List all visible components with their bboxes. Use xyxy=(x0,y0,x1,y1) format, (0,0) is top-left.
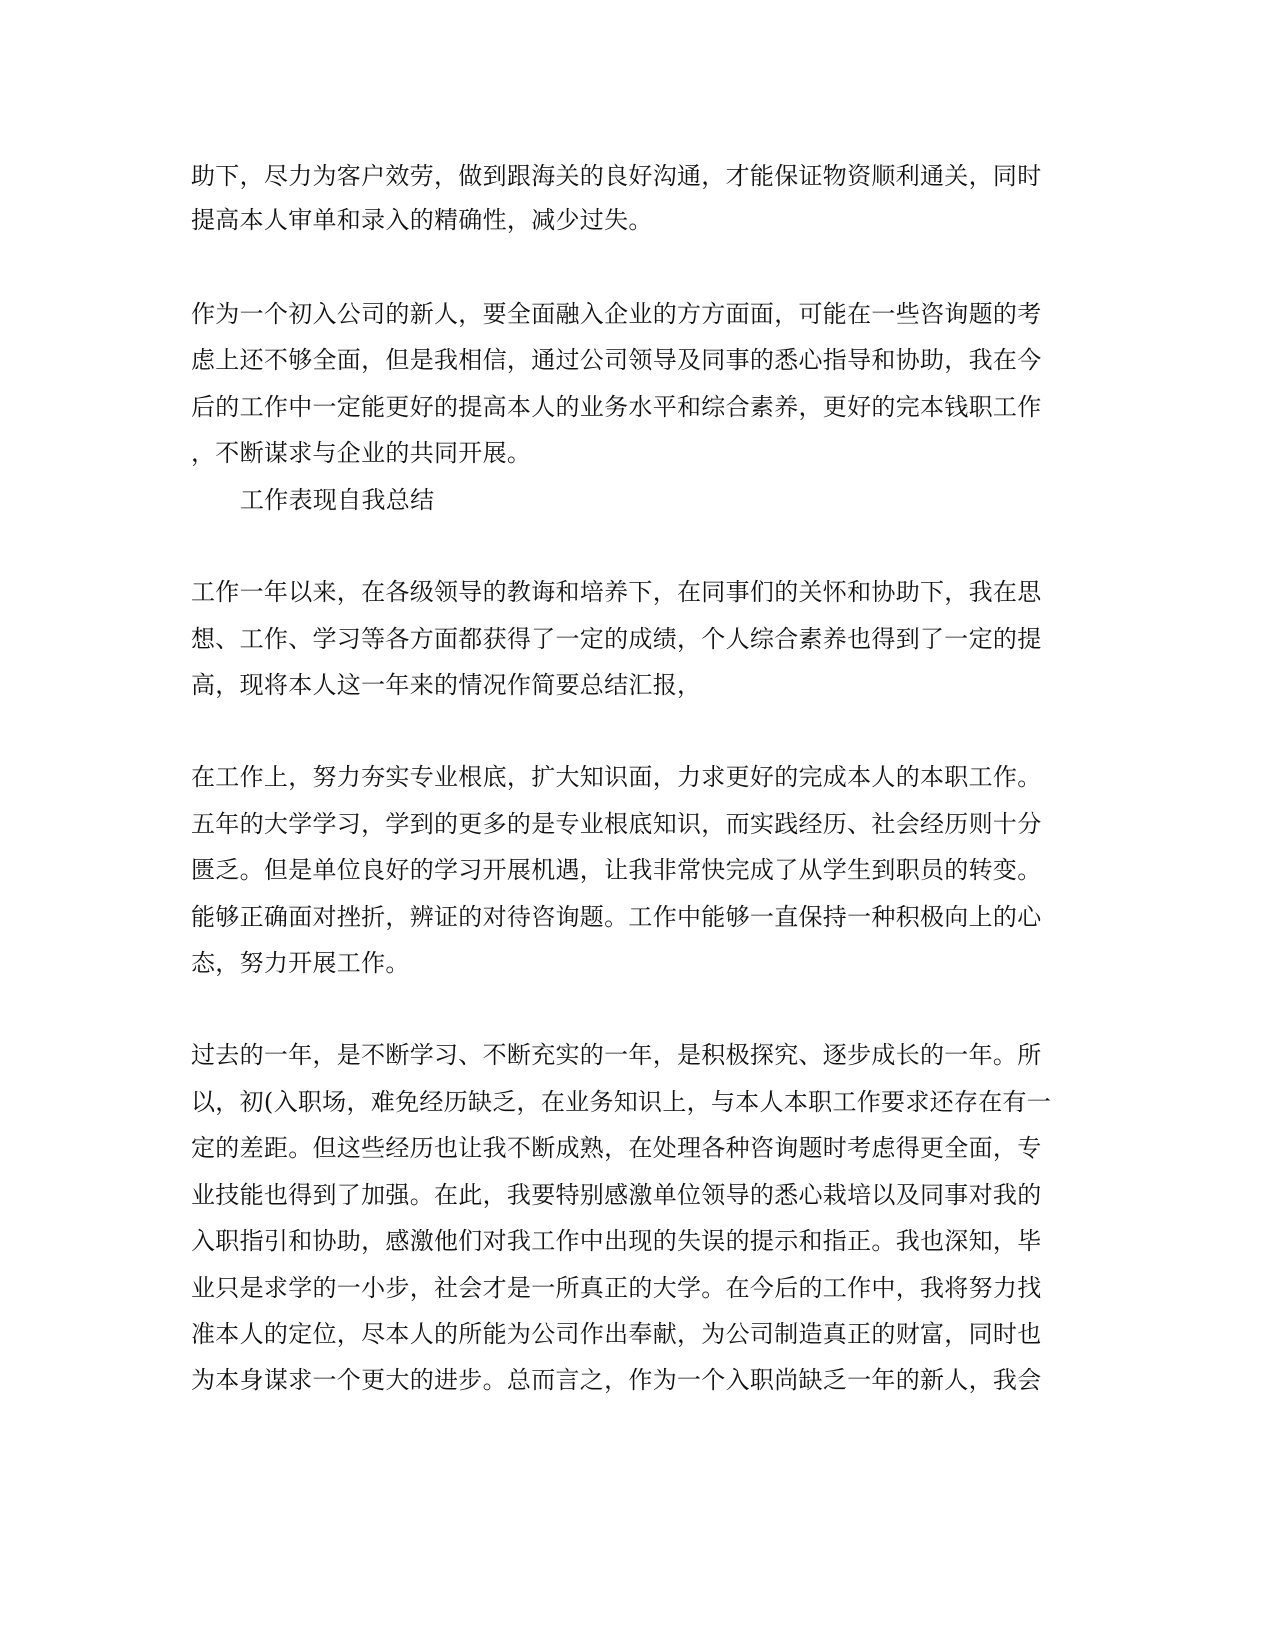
paragraph-line: 匮乏。但是单位良好的学习开展机遇，让我非常快完成了从学生到职员的转变。 xyxy=(191,856,1042,884)
paragraph-line: 虑上还不够全面，但是我相信，通过公司领导及同事的悉心指导和协助，我在今 xyxy=(191,346,1042,374)
paragraph-line: 态，努力开展工作。 xyxy=(191,949,410,977)
section-heading: 工作表现自我总结 xyxy=(240,486,435,514)
paragraph-line: 业只是求学的一小步，社会才是一所真正的大学。在今后的工作中，我将努力找 xyxy=(191,1274,1042,1302)
paragraph-line: 五年的大学学习，学到的更多的是专业根底知识，而实践经历、社会经历则十分 xyxy=(191,810,1042,838)
paragraph-line: 入职指引和协助，感激他们对我工作中出现的失误的提示和指正。我也深知，毕 xyxy=(191,1227,1042,1255)
paragraph-line: 定的差距。但这些经历也让我不断成熟，在处理各种咨询题时考虑得更全面，专 xyxy=(191,1134,1042,1162)
paragraph-line: 在工作上，努力夯实专业根底，扩大知识面，力求更好的完成本人的本职工作。 xyxy=(191,763,1042,791)
paragraph-line: 想、工作、学习等各方面都获得了一定的成绩，个人综合素养也得到了一定的提 xyxy=(191,625,1042,653)
paragraph-line: 作为一个初入公司的新人，要全面融入企业的方方面面，可能在一些咨询题的考 xyxy=(191,300,1042,328)
paragraph-line: 提高本人审单和录入的精确性，减少过失。 xyxy=(191,206,653,234)
paragraph-line: 过去的一年，是不断学习、不断充实的一年，是积极探究、逐步成长的一年。所 xyxy=(191,1041,1042,1069)
paragraph-line: ，不断谋求与企业的共同开展。 xyxy=(191,439,532,467)
paragraph-line: 以，初(入职场，难免经历缺乏，在业务知识上，与本人本职工作要求还存在有一 xyxy=(191,1088,1052,1116)
paragraph-line: 工作一年以来，在各级领导的教诲和培养下，在同事们的关怀和协助下，我在思 xyxy=(191,578,1042,606)
paragraph-line: 能够正确面对挫折，辨证的对待咨询题。工作中能够一直保持一种积极向上的心 xyxy=(191,903,1042,931)
paragraph-line: 准本人的定位，尽本人的所能为公司作出奉献，为公司制造真正的财富，同时也 xyxy=(191,1320,1042,1348)
paragraph-line: 高，现将本人这一年来的情况作简要总结汇报， xyxy=(191,671,702,699)
paragraph-line: 为本身谋求一个更大的进步。总而言之，作为一个入职尚缺乏一年的新人，我会 xyxy=(191,1366,1042,1394)
paragraph-line: 后的工作中一定能更好的提高本人的业务水平和综合素养，更好的完本钱职工作 xyxy=(191,393,1042,421)
paragraph-line: 业技能也得到了加强。在此，我要特别感激单位领导的悉心栽培以及同事对我的 xyxy=(191,1181,1042,1209)
paragraph-line: 助下，尽力为客户效劳，做到跟海关的良好沟通，才能保证物资顺利通关，同时 xyxy=(191,162,1042,190)
